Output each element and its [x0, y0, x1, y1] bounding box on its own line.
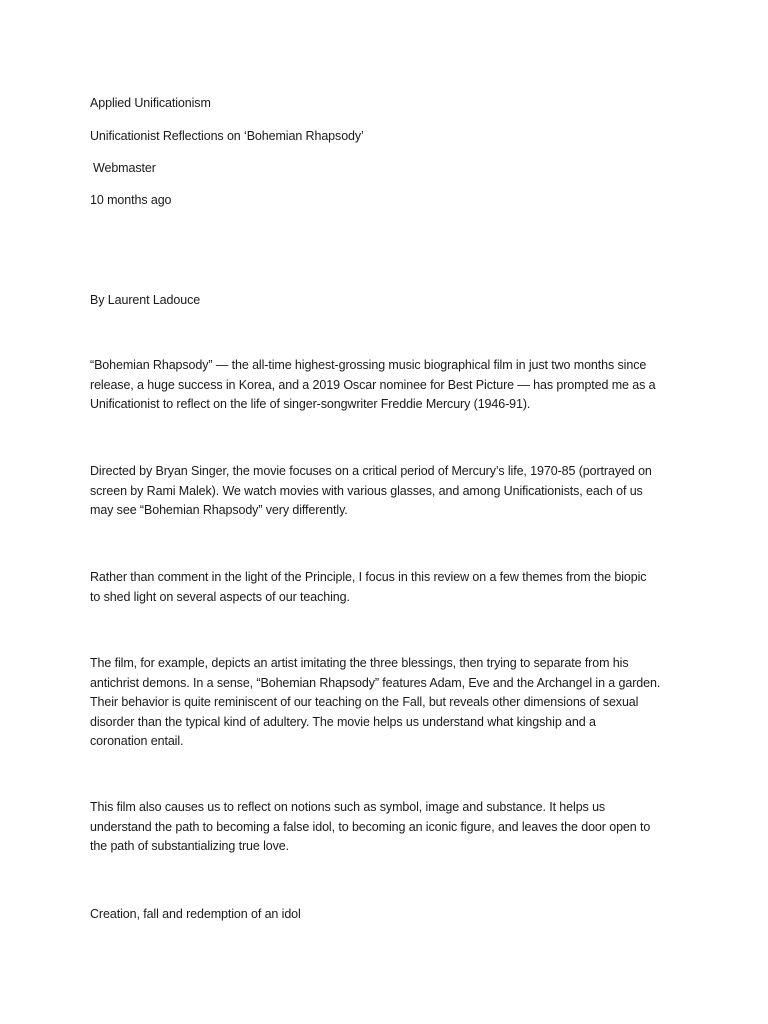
paragraph-line: Unificationist to reflect on the life of singer-songwriter Freddie Mercury (1946-91). — [90, 397, 531, 411]
paragraph-line: release, a huge success in Korea, and a 2019 Oscar nominee for Best Picture — has prompted me as a — [90, 377, 656, 392]
paragraph-2 — [90, 462, 690, 521]
paragraph-5 — [90, 798, 690, 857]
byline: By Laurent Ladouce — [90, 293, 201, 307]
category-label: Applied Unificationism — [90, 96, 211, 110]
paragraph-line: disorder than the typical kind of adultery. The movie helps us understand what kingship and a — [90, 714, 596, 729]
paragraph-line: The film, for example, depicts an artist imitating the three blessings, then trying to separate from his — [90, 656, 629, 670]
paragraph-line: Directed by Bryan Singer, the movie focuses on a critical period of Mercury’s life, 1970-85 (portrayed on — [90, 464, 652, 478]
section-heading: Creation, fall and redemption of an idol — [90, 907, 301, 921]
paragraph-line: “Bohemian Rhapsody” — the all-time highest-grossing music biographical film in just two months since — [90, 358, 647, 372]
paragraph-line: coronation entail. — [90, 734, 184, 748]
paragraph-line: understand the path to becoming a false idol, to becoming an iconic figure, and leaves the door open to — [90, 819, 651, 834]
paragraph-line: may see “Bohemian Rhapsody” very differently. — [90, 503, 348, 517]
paragraph-line: antichrist demons. In a sense, “Bohemian Rhapsody” features Adam, Eve and the Archangel in a garden. — [90, 675, 661, 690]
paragraph-1 — [90, 356, 690, 415]
paragraph-line: This film also causes us to reflect on notions such as symbol, image and substance. It helps us — [90, 800, 606, 814]
paragraph-line: Rather than comment in the light of the Principle, I focus in this review on a few themes from the biopic — [90, 570, 647, 584]
paragraph-line: the path of substantializing true love. — [90, 839, 290, 853]
author-role: Webmaster — [93, 161, 156, 175]
paragraph-3 — [90, 568, 690, 607]
paragraph-line: Their behavior is quite reminiscent of our teaching on the Fall, but reveals other dimensions of sexual — [90, 695, 639, 709]
paragraph-line: to shed light on several aspects of our teaching. — [90, 589, 350, 604]
paragraph-line: screen by Rami Malek). We watch movies with various glasses, and among Unificationists, each of us — [90, 483, 643, 498]
post-timestamp: 10 months ago — [90, 193, 172, 207]
paragraph-4 — [90, 654, 690, 752]
article-title: Unificationist Reflections on ‘Bohemian Rhapsody’ — [90, 129, 364, 143]
